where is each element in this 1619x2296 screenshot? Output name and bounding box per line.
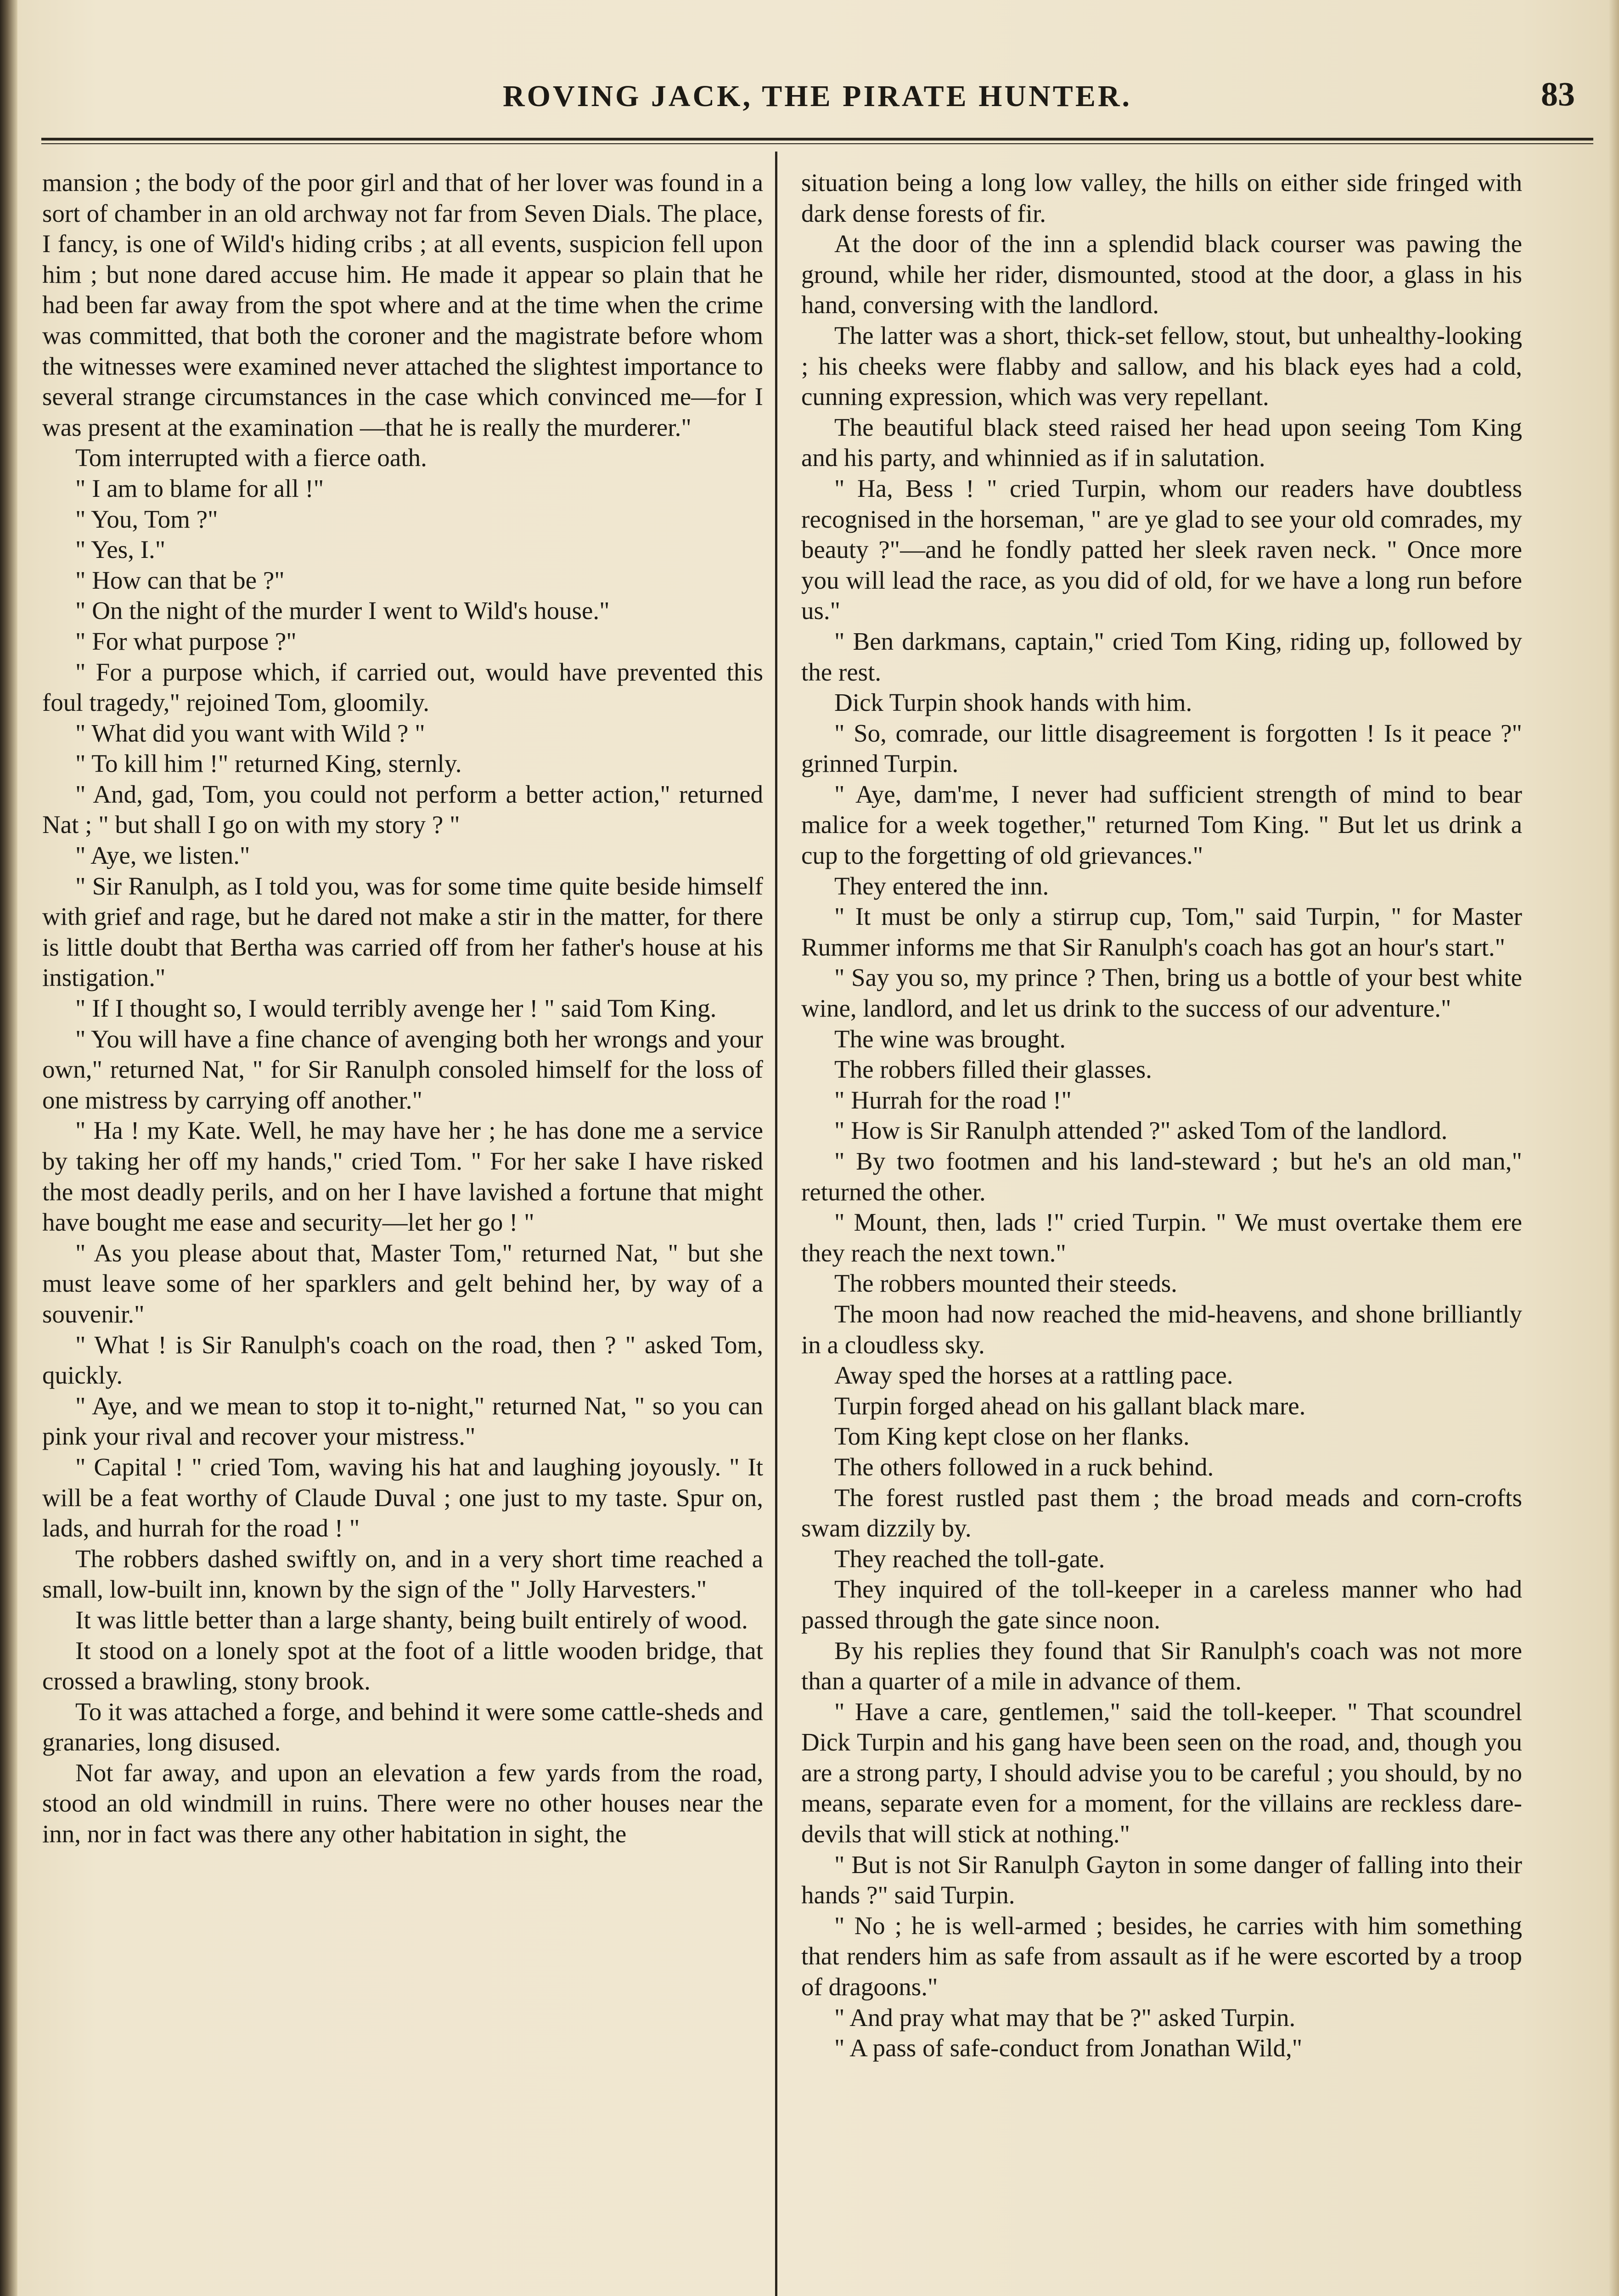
right-column-paragraph: " So, comrade, our little disagreement is forgotten ! Is it peace ?" grinned Turpin. bbox=[801, 719, 1522, 778]
right-column-paragraph: By his replies they found that Sir Ranulph's coach was not more than a quarter of a mile in advance of them. bbox=[801, 1636, 1522, 1695]
running-header bbox=[41, 69, 1593, 124]
left-column-paragraph: Not far away, and upon an elevation a few yards from the road, stood an old windmill in ruins. There were no other houses near the inn, nor in fact was there any other habitation in sight, the bbox=[42, 1758, 763, 1848]
right-column-paragraph: They inquired of the toll-keeper in a careless manner who had passed through the gate since noon. bbox=[801, 1575, 1522, 1634]
page-edge bbox=[1609, 0, 1619, 2296]
right-column-paragraph: " Ha, Bess ! " cried Turpin, whom our readers have doubtless recognised in the horseman, " are ye glad to see your old comrades, my beauty ?"—and he fondly patted her sleek raven neck. " Once more you will lead the race, as you did of old, for we have a long run before us." bbox=[801, 474, 1522, 625]
right-column-paragraph: " By two footmen and his land-steward ; but he's an old man," returned the other. bbox=[801, 1147, 1522, 1206]
right-column-paragraph: The wine was brought. bbox=[834, 1024, 1066, 1053]
right-column-paragraph: " And pray what may that be ?" asked Turpin. bbox=[834, 2003, 1296, 2032]
right-column-paragraph: " But is not Sir Ranulph Gayton in some danger of falling into their hands ?" said Turpin. bbox=[801, 1850, 1522, 1909]
right-column-paragraph: The latter was a short, thick-set fellow, stout, but unhealthy-looking ; his cheeks were flabby and sallow, and his black eyes had a cold, cunning expression, which was very repellant. bbox=[801, 321, 1522, 411]
left-column-paragraph: It stood on a lonely spot at the foot of a little wooden bridge, that crossed a brawling, stony brook. bbox=[42, 1636, 763, 1695]
left-column-paragraph: " You, Tom ?" bbox=[75, 505, 218, 533]
left-column-paragraph: " And, gad, Tom, you could not perform a better action," returned Nat ; " but shall I go on with my story ? " bbox=[42, 780, 763, 839]
right-column-paragraph: " A pass of safe-conduct from Jonathan Wild," bbox=[834, 2034, 1303, 2062]
right-column-paragraph: " It must be only a stirrup cup, Tom," said Turpin, " for Master Rummer informs me that Sir Ranulph's coach has got an hour's start." bbox=[801, 902, 1522, 961]
right-column-paragraph: " Hurrah for the road !" bbox=[834, 1086, 1072, 1114]
running-title: ROVING JACK, THE PIRATE HUNTER. bbox=[502, 79, 1132, 113]
right-column-paragraph: The robbers filled their glasses. bbox=[834, 1055, 1152, 1084]
right-column-paragraph: They reached the toll-gate. bbox=[834, 1544, 1105, 1573]
left-column-paragraph: " Sir Ranulph, as I told you, was for some time quite beside himself with grief and rage, but he dared not make a stir in the matter, for there is little doubt that Bertha was carried off from her father's house at his instigation." bbox=[42, 872, 763, 992]
left-column-paragraph: " Ha ! my Kate. Well, he may have her ; he has done me a service by taking her off my hands," cried Tom. " For her sake I have risked the most deadly perils, and on her I have lavished a fortune that might have bought me ease and security—let her go ! " bbox=[42, 1116, 763, 1237]
left-column bbox=[42, 168, 763, 2296]
right-column-paragraph: Turpin forged ahead on his gallant black mare. bbox=[834, 1391, 1306, 1420]
right-column-paragraph: situation being a long low valley, the hills on either side fringed with dark dense forests of fir. bbox=[801, 169, 1522, 227]
left-column-paragraph: " Aye, we listen." bbox=[75, 841, 250, 870]
left-column-paragraph: To it was attached a forge, and behind it were some cattle-sheds and granaries, long disused. bbox=[42, 1697, 763, 1756]
left-column-paragraph: " What ! is Sir Ranulph's coach on the road, then ? " asked Tom, quickly. bbox=[42, 1330, 763, 1390]
left-column-paragraph: " You will have a fine chance of avenging both her wrongs and your own," returned Nat, " for Sir Ranulph consoled himself for the loss of one mistress by carrying off another." bbox=[42, 1024, 763, 1114]
header-rule bbox=[41, 138, 1593, 144]
right-column bbox=[801, 168, 1522, 2296]
right-column-paragraph: " Say you so, my prince ? Then, bring us a bottle of your best white wine, landlord, and let us drink to the success of our adventure." bbox=[801, 963, 1522, 1023]
left-column-paragraph: It was little better than a large shanty, being built entirely of wood. bbox=[75, 1605, 748, 1634]
right-column-paragraph: The others followed in a ruck behind. bbox=[834, 1452, 1214, 1481]
left-column-paragraph: " As you please about that, Master Tom," returned Nat, " but she must leave some of her sparklers and gelt behind her, by way of a souvenir." bbox=[42, 1238, 763, 1328]
left-column-paragraph: " I am to blame for all !" bbox=[75, 474, 324, 502]
left-column-paragraph: " What did you want with Wild ? " bbox=[75, 719, 425, 747]
right-column-paragraph: The forest rustled past them ; the broad meads and corn-crofts swam dizzily by. bbox=[801, 1483, 1522, 1542]
left-column-paragraph: The robbers dashed swiftly on, and in a very short time reached a small, low-built inn, known by the sign of the " Jolly Harvesters." bbox=[42, 1544, 763, 1604]
left-column-paragraph: " To kill him !" returned King, sternly. bbox=[75, 749, 462, 778]
left-column-paragraph: " For what purpose ?" bbox=[75, 627, 297, 655]
left-column-paragraph: mansion ; the body of the poor girl and that of her lover was found in a sort of chamber in an old archway not far from Seven Dials. The place, I fancy, is one of Wild's hiding cribs ; at all events, suspicion fell upon him ; but none dared accuse him. He made it appear so plain that he had been far away from the spot where and at the time when the crime was committed, that both the coroner and the magistrate before whom the witnesses were examined never attached the slightest importance to several strange circumstances in the case which convinced me—for I was present at the examination —that he is really the murderer." bbox=[42, 169, 763, 441]
left-column-paragraph: " On the night of the murder I went to Wild's house." bbox=[75, 597, 610, 625]
left-column-paragraph: " How can that be ?" bbox=[75, 566, 285, 594]
right-column-paragraph: At the door of the inn a splendid black courser was pawing the ground, while her rider, dismounted, stood at the door, a glass in his hand, conversing with the landlord. bbox=[801, 230, 1522, 319]
right-column-paragraph: " Have a care, gentlemen," said the toll-keeper. " That scoundrel Dick Turpin and his gang have been seen on the road, and, though you are a strong party, I should advise you to be careful ; you should, by no means, separate even for a moment, for the villains are reckless dare-devils that will stick at nothing." bbox=[801, 1697, 1522, 1848]
right-column-paragraph: The robbers mounted their steeds. bbox=[834, 1269, 1177, 1298]
column-divider bbox=[775, 152, 777, 2296]
page-spine-shadow bbox=[0, 0, 17, 2296]
right-column-paragraph: Tom King kept close on her flanks. bbox=[834, 1422, 1190, 1451]
right-column-paragraph: " Aye, dam'me, I never had sufficient strength of mind to bear malice for a week together," returned Tom King. " But let us drink a cup to the forgetting of old grievances." bbox=[801, 780, 1522, 870]
right-column-paragraph: " No ; he is well-armed ; besides, he carries with him something that renders him as safe from assault as if he were escorted by a troop of dragoons." bbox=[801, 1911, 1522, 2001]
right-column-paragraph: Dick Turpin shook hands with him. bbox=[834, 688, 1192, 717]
left-column-paragraph: " Aye, and we mean to stop it to-night," returned Nat, " so you can pink your rival and recover your mistress." bbox=[42, 1391, 763, 1451]
right-column-paragraph: The beautiful black steed raised her head upon seeing Tom King and his party, and whinnied as if in salutation. bbox=[801, 413, 1522, 472]
right-column-paragraph: " Ben darkmans, captain," cried Tom King, riding up, followed by the rest. bbox=[801, 627, 1522, 686]
left-column-paragraph: " Yes, I." bbox=[75, 535, 166, 564]
left-column-paragraph: " If I thought so, I would terribly avenge her ! " said Tom King. bbox=[75, 994, 717, 1023]
right-column-paragraph: They entered the inn. bbox=[834, 872, 1049, 900]
left-column-paragraph: " For a purpose which, if carried out, would have prevented this foul tragedy," rejoined Tom, gloomily. bbox=[42, 658, 763, 717]
right-column-paragraph: " Mount, then, lads !" cried Turpin. " We must overtake them ere they reach the next town." bbox=[801, 1208, 1522, 1267]
right-column-paragraph: " How is Sir Ranulph attended ?" asked Tom of the landlord. bbox=[834, 1116, 1448, 1145]
right-column-paragraph: Away sped the horses at a rattling pace. bbox=[834, 1361, 1233, 1390]
left-column-paragraph: " Capital ! " cried Tom, waving his hat and laughing joyously. " It will be a feat worthy of Claude Duval ; one just to my taste. Spur on, lads, and hurrah for the road ! " bbox=[42, 1452, 763, 1542]
left-column-paragraph: Tom interrupted with a fierce oath. bbox=[75, 444, 427, 472]
page-number: 83 bbox=[1541, 76, 1575, 113]
right-column-paragraph: The moon had now reached the mid-heavens, and shone brilliantly in a cloudless sky. bbox=[801, 1300, 1522, 1359]
